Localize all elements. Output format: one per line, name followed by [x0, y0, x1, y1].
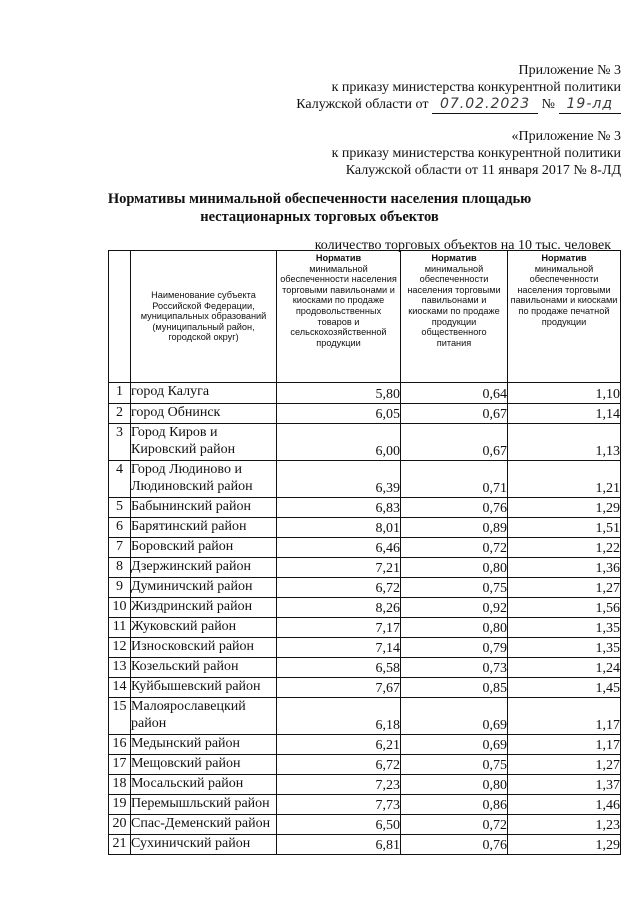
food-norm-value: 6,00 — [277, 424, 401, 461]
table-row — [109, 498, 621, 518]
table-row — [109, 461, 621, 498]
title-line-1: Нормативы минимальной обеспеченности населения площадью — [107, 191, 532, 207]
table-row — [109, 795, 621, 815]
appendix-title: Приложение № 3 — [518, 63, 621, 78]
order-reference: к приказу министерства конкурентной политики — [331, 80, 621, 95]
food-norm-value: 6,58 — [277, 658, 401, 678]
print-norm-value: 1,35 — [508, 638, 621, 658]
table-row — [109, 815, 621, 835]
food-norm-value: 7,21 — [277, 558, 401, 578]
catering-norm-value: 0,80 — [401, 558, 508, 578]
row-number: 19 — [109, 795, 131, 815]
food-norm-value: 7,23 — [277, 775, 401, 795]
handwritten-date: 07.02.2023 — [432, 96, 538, 114]
food-norm-value: 6,83 — [277, 498, 401, 518]
catering-norm-value: 0,64 — [401, 383, 508, 404]
region-date-prefix: Калужской области от — [296, 97, 429, 112]
print-norm-value: 1,17 — [508, 698, 621, 735]
food-norm-value: 6,39 — [277, 461, 401, 498]
row-number: 20 — [109, 815, 131, 835]
print-norm-value: 1,36 — [508, 558, 621, 578]
row-number: 12 — [109, 638, 131, 658]
catering-norm-value: 0,69 — [401, 698, 508, 735]
print-norm-value: 1,51 — [508, 518, 621, 538]
document-title — [0, 190, 639, 226]
catering-norm-value: 0,75 — [401, 755, 508, 775]
number-label: № — [541, 97, 555, 112]
municipality-name: Боровский район — [131, 538, 277, 558]
food-norm-value: 6,81 — [277, 835, 401, 855]
catering-norm-value: 0,71 — [401, 461, 508, 498]
appendix-header-current — [296, 62, 621, 114]
food-norm-value: 6,46 — [277, 538, 401, 558]
unit-note: количество торговых объектов на 10 тыс. человек — [314, 238, 611, 253]
food-norm-value: 5,80 — [277, 383, 401, 404]
municipality-name: Город Киров и Кировский район — [131, 424, 277, 461]
header-name-cell: Наименование субъекта Российской Федерации, муниципальных образований (муниципальный район, городской округ) — [131, 251, 277, 383]
municipality-name: Жуковский район — [131, 618, 277, 638]
row-number: 21 — [109, 835, 131, 855]
table-row — [109, 578, 621, 598]
catering-norm-value: 0,89 — [401, 518, 508, 538]
row-number: 15 — [109, 698, 131, 735]
print-norm-value: 1,35 — [508, 618, 621, 638]
table-row — [109, 638, 621, 658]
catering-norm-value: 0,76 — [401, 498, 508, 518]
food-norm-value: 6,05 — [277, 404, 401, 424]
food-norm-value: 7,14 — [277, 638, 401, 658]
row-number: 18 — [109, 775, 131, 795]
catering-norm-value: 0,72 — [401, 815, 508, 835]
municipality-name: Перемышльский район — [131, 795, 277, 815]
row-number: 2 — [109, 404, 131, 424]
original-order-date: Калужской области от 11 января 2017 № 8-ЛД — [345, 163, 621, 178]
row-number: 16 — [109, 735, 131, 755]
row-number: 10 — [109, 598, 131, 618]
header-print-norm: Норматив минимальной обеспеченности населения торговыми павильонами и киосками по продаже печатной продукции — [508, 251, 621, 383]
original-order-reference: к приказу министерства конкурентной политики — [331, 146, 621, 161]
food-norm-value: 7,67 — [277, 678, 401, 698]
food-norm-value: 6,18 — [277, 698, 401, 735]
municipality-name: Мосальский район — [131, 775, 277, 795]
municipality-name: Город Людиново и Людиновский район — [131, 461, 277, 498]
table-row — [109, 735, 621, 755]
row-number: 5 — [109, 498, 131, 518]
print-norm-value: 1,14 — [508, 404, 621, 424]
table-header-row — [109, 251, 621, 383]
table-row — [109, 698, 621, 735]
food-norm-value: 6,50 — [277, 815, 401, 835]
table-row — [109, 558, 621, 578]
print-norm-value: 1,13 — [508, 424, 621, 461]
table-row — [109, 835, 621, 855]
catering-norm-value: 0,80 — [401, 618, 508, 638]
catering-norm-value: 0,67 — [401, 404, 508, 424]
table-row — [109, 598, 621, 618]
table-row — [109, 775, 621, 795]
food-norm-value: 7,73 — [277, 795, 401, 815]
municipality-name: Спас-Деменский район — [131, 815, 277, 835]
appendix-header-original — [332, 128, 621, 179]
table-row — [109, 424, 621, 461]
catering-norm-value: 0,86 — [401, 795, 508, 815]
catering-norm-value: 0,67 — [401, 424, 508, 461]
row-number: 11 — [109, 618, 131, 638]
print-norm-value: 1,27 — [508, 755, 621, 775]
municipality-name: Мещовский район — [131, 755, 277, 775]
norms-table — [108, 250, 621, 855]
catering-norm-value: 0,72 — [401, 538, 508, 558]
municipality-name: Медынский район — [131, 735, 277, 755]
municipality-name: Малоярославецкий район — [131, 698, 277, 735]
municipality-name: Козельский район — [131, 658, 277, 678]
catering-norm-value: 0,92 — [401, 598, 508, 618]
catering-norm-value: 0,76 — [401, 835, 508, 855]
print-norm-value: 1,22 — [508, 538, 621, 558]
row-number: 14 — [109, 678, 131, 698]
table-row — [109, 518, 621, 538]
food-norm-value: 6,72 — [277, 578, 401, 598]
header-number-cell — [109, 251, 131, 383]
row-number: 4 — [109, 461, 131, 498]
print-norm-value: 1,21 — [508, 461, 621, 498]
municipality-name: Жиздринский район — [131, 598, 277, 618]
print-norm-value: 1,27 — [508, 578, 621, 598]
print-norm-value: 1,17 — [508, 735, 621, 755]
row-number: 1 — [109, 383, 131, 404]
original-appendix-title: «Приложение № 3 — [511, 129, 621, 144]
municipality-name: Дзержинский район — [131, 558, 277, 578]
table-row — [109, 383, 621, 404]
print-norm-value: 1,56 — [508, 598, 621, 618]
catering-norm-value: 0,85 — [401, 678, 508, 698]
print-norm-value: 1,23 — [508, 815, 621, 835]
catering-norm-value: 0,73 — [401, 658, 508, 678]
print-norm-value: 1,46 — [508, 795, 621, 815]
municipality-name: Бабынинский район — [131, 498, 277, 518]
print-norm-value: 1,10 — [508, 383, 621, 404]
table-row — [109, 404, 621, 424]
print-norm-value: 1,45 — [508, 678, 621, 698]
header-catering-norm: Норматив минимальной обеспеченности населения торговыми павильонами и киосками по продаже продукции общественного питания — [401, 251, 508, 383]
print-norm-value: 1,37 — [508, 775, 621, 795]
row-number: 6 — [109, 518, 131, 538]
municipality-name: город Калуга — [131, 383, 277, 404]
table-row — [109, 755, 621, 775]
handwritten-number: 19-лд — [559, 96, 622, 114]
food-norm-value: 6,21 — [277, 735, 401, 755]
print-norm-value: 1,29 — [508, 835, 621, 855]
municipality-name: Думиничский район — [131, 578, 277, 598]
table-row — [109, 538, 621, 558]
municipality-name: город Обнинск — [131, 404, 277, 424]
row-number: 13 — [109, 658, 131, 678]
table-row — [109, 678, 621, 698]
table-row — [109, 618, 621, 638]
row-number: 9 — [109, 578, 131, 598]
municipality-name: Износковский район — [131, 638, 277, 658]
municipality-name: Куйбышевский район — [131, 678, 277, 698]
row-number: 8 — [109, 558, 131, 578]
table-row — [109, 658, 621, 678]
food-norm-value: 8,01 — [277, 518, 401, 538]
order-date-line — [296, 96, 621, 114]
catering-norm-value: 0,69 — [401, 735, 508, 755]
food-norm-value: 8,26 — [277, 598, 401, 618]
print-norm-value: 1,24 — [508, 658, 621, 678]
catering-norm-value: 0,75 — [401, 578, 508, 598]
municipality-name: Барятинский район — [131, 518, 277, 538]
food-norm-value: 7,17 — [277, 618, 401, 638]
print-norm-value: 1,29 — [508, 498, 621, 518]
municipality-name: Сухиничский район — [131, 835, 277, 855]
food-norm-value: 6,72 — [277, 755, 401, 775]
catering-norm-value: 0,80 — [401, 775, 508, 795]
catering-norm-value: 0,79 — [401, 638, 508, 658]
title-line-2: нестационарных торговых объектов — [200, 209, 439, 225]
row-number: 3 — [109, 424, 131, 461]
header-food-norm: Норматив минимальной обеспеченности населения торговыми павильонами и киосками по продаже продовольственных товаров и сельскохозяйственной продукции — [277, 251, 401, 383]
row-number: 17 — [109, 755, 131, 775]
row-number: 7 — [109, 538, 131, 558]
